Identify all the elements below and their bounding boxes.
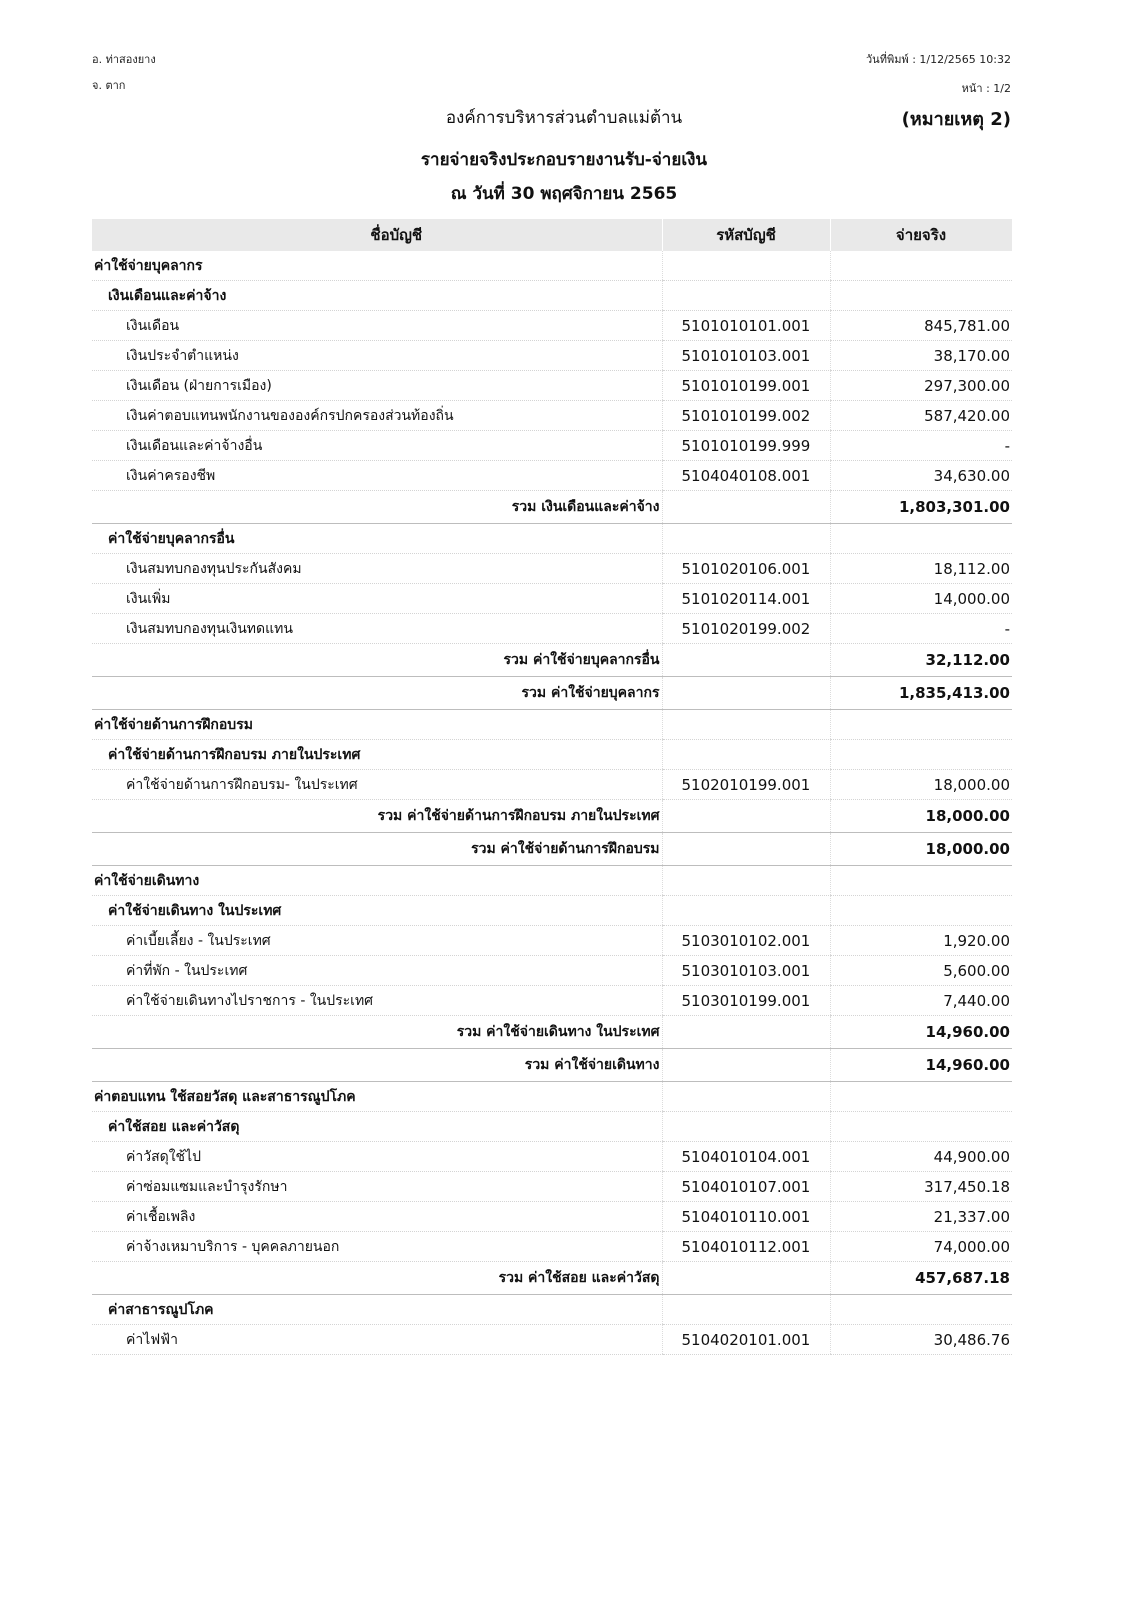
table-row-category (92, 251, 1012, 281)
table-row-total (92, 677, 1012, 710)
amount-cell: 14,960.00 (830, 1049, 1012, 1082)
amount-cell: 5,600.00 (830, 956, 1012, 986)
table-row-subcategory (92, 1295, 1012, 1325)
account-name-cell: เงินสมทบกองทุนประกันสังคม (92, 554, 662, 584)
amount-cell: 44,900.00 (830, 1142, 1012, 1172)
account-name-cell: ค่าเชื้อเพลิง (92, 1202, 662, 1232)
amount-cell: - (830, 431, 1012, 461)
account-name-cell: เงินค่าตอบแทนพนักงานขององค์กรปกครองส่วนท้องถิ่น (92, 401, 662, 431)
table-row (92, 770, 1012, 800)
account-code-cell: 5101010199.999 (662, 431, 830, 461)
account-code-cell: 5103010102.001 (662, 926, 830, 956)
amount-cell: 1,803,301.00 (830, 491, 1012, 524)
table-row (92, 431, 1012, 461)
account-name-cell: เงินสมทบกองทุนเงินทดแทน (92, 614, 662, 644)
table-row (92, 1142, 1012, 1172)
account-name-cell: เงินเดือนและค่าจ้างอื่น (92, 431, 662, 461)
province-label: จ. ตาก (92, 79, 126, 92)
account-code-cell: 5104010112.001 (662, 1232, 830, 1262)
table-row (92, 554, 1012, 584)
account-code-cell: 5104010104.001 (662, 1142, 830, 1172)
account-code-cell (662, 1049, 830, 1082)
table-row-subcategory (92, 524, 1012, 554)
table-row-total (92, 833, 1012, 866)
table-row (92, 584, 1012, 614)
account-code-cell (662, 710, 830, 740)
account-code-cell (662, 800, 830, 833)
report-date: ณ วันที่ 30 พฤศจิกายน 2565 (450, 184, 678, 204)
account-name-cell: ค่าใช้จ่ายบุคลากรอื่น (92, 524, 662, 554)
table-row-total (92, 491, 1012, 524)
account-name-cell: รวม ค่าใช้สอย และค่าวัสดุ (92, 1262, 662, 1295)
account-code-cell: 5103010103.001 (662, 956, 830, 986)
page-number: หน้า : 1/2 (961, 82, 1011, 95)
table-row (92, 1202, 1012, 1232)
column-header-amount: จ่ายจริง (830, 219, 1012, 251)
district-label: อ. ท่าสองยาง (92, 53, 156, 66)
amount-cell: 18,000.00 (830, 800, 1012, 833)
account-code-cell: 5104010110.001 (662, 1202, 830, 1232)
table-row (92, 311, 1012, 341)
account-name-cell: ค่าใช้จ่ายด้านการฝึกอบรม ภายในประเทศ (92, 740, 662, 770)
column-header-account-name: ชื่อบัญชี (92, 219, 662, 251)
account-code-cell (662, 866, 830, 896)
account-name-cell: รวม ค่าใช้จ่ายเดินทาง ในประเทศ (92, 1016, 662, 1049)
account-name-cell: ค่าใช้จ่ายเดินทาง (92, 866, 662, 896)
table-row-total (92, 644, 1012, 677)
account-code-cell (662, 740, 830, 770)
table-body (92, 251, 1012, 1355)
account-code-cell: 5104010107.001 (662, 1172, 830, 1202)
account-code-cell (662, 1262, 830, 1295)
table-row-subcategory (92, 896, 1012, 926)
amount-cell: 18,112.00 (830, 554, 1012, 584)
account-code-cell: 5101010199.001 (662, 371, 830, 401)
table-row-total (92, 800, 1012, 833)
account-code-cell (662, 524, 830, 554)
amount-cell (830, 524, 1012, 554)
account-name-cell: ค่าสาธารณูปโภค (92, 1295, 662, 1325)
table-row (92, 1172, 1012, 1202)
account-code-cell (662, 1016, 830, 1049)
account-code-cell: 5101020114.001 (662, 584, 830, 614)
account-name-cell: เงินเดือน (ฝ่ายการเมือง) (92, 371, 662, 401)
amount-cell: 1,835,413.00 (830, 677, 1012, 710)
report-title: รายจ่ายจริงประกอบรายงานรับ-จ่ายเงิน (420, 150, 708, 170)
column-header-account-code: รหัสบัญชี (662, 219, 830, 251)
amount-cell: 7,440.00 (830, 986, 1012, 1016)
account-name-cell: รวม ค่าใช้จ่ายด้านการฝึกอบรม (92, 833, 662, 866)
table-row-total (92, 1049, 1012, 1082)
account-code-cell (662, 491, 830, 524)
account-name-cell: ค่าวัสดุใช้ไป (92, 1142, 662, 1172)
account-code-cell: 5104020101.001 (662, 1325, 830, 1355)
amount-cell: 21,337.00 (830, 1202, 1012, 1232)
account-code-cell (662, 644, 830, 677)
account-code-cell: 5101020106.001 (662, 554, 830, 584)
table-row (92, 401, 1012, 431)
amount-cell (830, 710, 1012, 740)
account-name-cell: เงินเดือน (92, 311, 662, 341)
amount-cell: 587,420.00 (830, 401, 1012, 431)
account-code-cell: 5104040108.001 (662, 461, 830, 491)
table-row (92, 926, 1012, 956)
amount-cell: 34,630.00 (830, 461, 1012, 491)
account-code-cell (662, 1082, 830, 1112)
table-row (92, 461, 1012, 491)
amount-cell: 297,300.00 (830, 371, 1012, 401)
account-name-cell: ค่าใช้จ่ายบุคลากร (92, 251, 662, 281)
account-code-cell (662, 251, 830, 281)
account-name-cell: เงินประจำตำแหน่ง (92, 341, 662, 371)
account-code-cell (662, 896, 830, 926)
table-row-total (92, 1262, 1012, 1295)
account-code-cell: 5101020199.002 (662, 614, 830, 644)
account-code-cell (662, 281, 830, 311)
account-name-cell: รวม เงินเดือนและค่าจ้าง (92, 491, 662, 524)
amount-cell: 32,112.00 (830, 644, 1012, 677)
amount-cell: 18,000.00 (830, 833, 1012, 866)
table-row-category (92, 1082, 1012, 1112)
account-name-cell: เงินเพิ่ม (92, 584, 662, 614)
table-row (92, 1232, 1012, 1262)
account-name-cell: ค่าซ่อมแซมและบำรุงรักษา (92, 1172, 662, 1202)
account-code-cell (662, 677, 830, 710)
account-name-cell: เงินค่าครองชีพ (92, 461, 662, 491)
table-row (92, 341, 1012, 371)
amount-cell: 14,000.00 (830, 584, 1012, 614)
account-name-cell: ค่าใช้สอย และค่าวัสดุ (92, 1112, 662, 1142)
amount-cell (830, 281, 1012, 311)
expense-table (92, 219, 1013, 1355)
table-row (92, 371, 1012, 401)
account-code-cell: 5101010199.002 (662, 401, 830, 431)
amount-cell: 14,960.00 (830, 1016, 1012, 1049)
amount-cell: 845,781.00 (830, 311, 1012, 341)
table-row (92, 956, 1012, 986)
amount-cell (830, 866, 1012, 896)
amount-cell (830, 1295, 1012, 1325)
account-code-cell: 5101010101.001 (662, 311, 830, 341)
amount-cell: 74,000.00 (830, 1232, 1012, 1262)
account-name-cell: รวม ค่าใช้จ่ายบุคลากรอื่น (92, 644, 662, 677)
account-code-cell (662, 1295, 830, 1325)
table-row (92, 1325, 1012, 1355)
account-code-cell: 5102010199.001 (662, 770, 830, 800)
account-code-cell: 5101010103.001 (662, 341, 830, 371)
account-code-cell: 5103010199.001 (662, 986, 830, 1016)
amount-cell: 30,486.76 (830, 1325, 1012, 1355)
account-name-cell: ค่าใช้จ่ายด้านการฝึกอบรม (92, 710, 662, 740)
note-label: (หมายเหตุ 2) (901, 109, 1011, 130)
account-name-cell: ค่าที่พัก - ในประเทศ (92, 956, 662, 986)
account-name-cell: ค่าใช้จ่ายเดินทาง ในประเทศ (92, 896, 662, 926)
amount-cell: - (830, 614, 1012, 644)
amount-cell: 18,000.00 (830, 770, 1012, 800)
table-header-row (92, 219, 1012, 251)
account-name-cell: ค่าใช้จ่ายด้านการฝึกอบรม- ในประเทศ (92, 770, 662, 800)
amount-cell: 317,450.18 (830, 1172, 1012, 1202)
table-row-subcategory (92, 1112, 1012, 1142)
amount-cell: 457,687.18 (830, 1262, 1012, 1295)
table-row-subcategory (92, 281, 1012, 311)
account-name-cell: รวม ค่าใช้จ่ายเดินทาง (92, 1049, 662, 1082)
amount-cell (830, 740, 1012, 770)
amount-cell (830, 1082, 1012, 1112)
account-name-cell: ค่าตอบแทน ใช้สอยวัสดุ และสาธารณูปโภค (92, 1082, 662, 1112)
table-row (92, 614, 1012, 644)
print-date: วันที่พิมพ์ : 1/12/2565 10:32 (866, 53, 1011, 66)
table-row-total (92, 1016, 1012, 1049)
account-code-cell (662, 833, 830, 866)
account-name-cell: ค่าเบี้ยเลี้ยง - ในประเทศ (92, 926, 662, 956)
amount-cell: 38,170.00 (830, 341, 1012, 371)
account-code-cell (662, 1112, 830, 1142)
table-row-category (92, 710, 1012, 740)
amount-cell (830, 1112, 1012, 1142)
organization-name: องค์การบริหารส่วนตำบลแม่ต้าน (445, 108, 683, 128)
account-name-cell: ค่าไฟฟ้า (92, 1325, 662, 1355)
amount-cell (830, 896, 1012, 926)
account-name-cell: ค่าจ้างเหมาบริการ - บุคคลภายนอก (92, 1232, 662, 1262)
table-row (92, 986, 1012, 1016)
amount-cell (830, 251, 1012, 281)
amount-cell: 1,920.00 (830, 926, 1012, 956)
account-name-cell: รวม ค่าใช้จ่ายบุคลากร (92, 677, 662, 710)
account-name-cell: เงินเดือนและค่าจ้าง (92, 281, 662, 311)
table-row-subcategory (92, 740, 1012, 770)
account-name-cell: ค่าใช้จ่ายเดินทางไปราชการ - ในประเทศ (92, 986, 662, 1016)
table-row-category (92, 866, 1012, 896)
account-name-cell: รวม ค่าใช้จ่ายด้านการฝึกอบรม ภายในประเทศ (92, 800, 662, 833)
